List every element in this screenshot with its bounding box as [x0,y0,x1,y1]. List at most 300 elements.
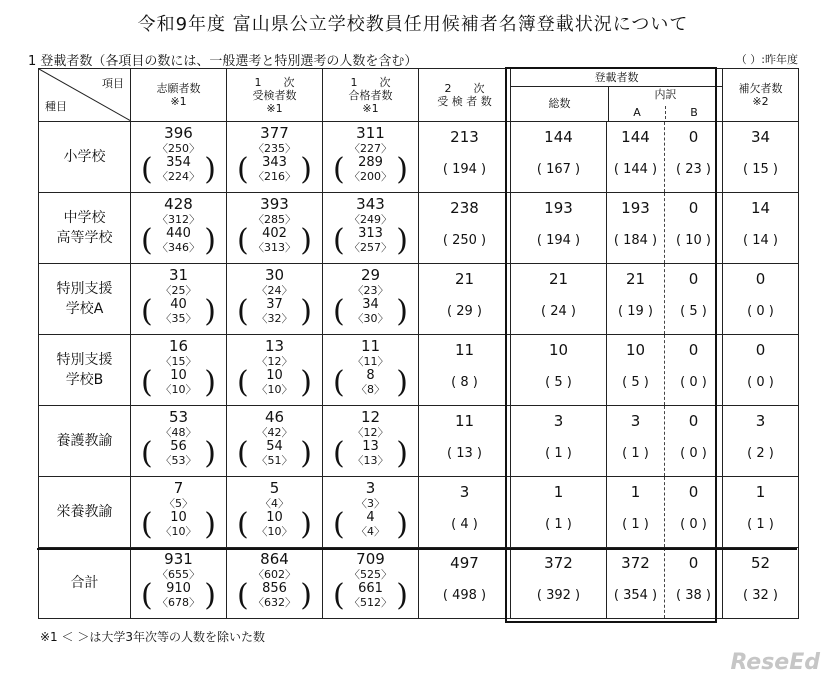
prev-year-value: 10 [266,510,283,525]
prev-year-value: ( 4 ) [451,517,478,532]
excluded-value: 〈12〉 [352,426,389,439]
cell-second-exam [419,548,511,619]
excluded-value: 〈12〉 [256,355,293,368]
paren-left: ( [237,294,249,329]
header-item: 項目 [102,77,124,90]
cell-first-exam [227,335,323,406]
value-pair [419,264,510,334]
registration-table [38,68,799,619]
paren-left: ( [333,507,345,542]
prev-year-excluded: 〈346〉 [157,241,200,254]
paren-left: ( [237,365,249,400]
paren-right: ) [300,223,312,258]
prev-year-value: ( 0 ) [680,517,707,532]
prev-year-excluded: 〈632〉 [253,596,296,609]
prev-year-excluded: 〈30〉 [352,312,389,325]
cell-applicants [131,548,227,619]
row-category-line: 栄養教諭 [56,504,113,520]
table-row [39,335,799,406]
paren-right: ) [204,365,216,400]
value-pair [607,548,664,618]
stacked-values [131,264,226,334]
prev-year-value: ( 250 ) [442,233,487,248]
value: 396 [164,124,193,142]
prev-year-value: 13 [362,439,379,454]
value-pair [665,335,722,405]
value: 3 [553,412,564,430]
stacked-values [227,122,322,192]
header-total: 総数 [511,87,609,121]
value: 0 [688,199,699,217]
prev-year-excluded: 〈8〉 [356,383,385,396]
cell-applicants [131,193,227,264]
table-row [39,264,799,335]
header-first-pass [323,69,419,122]
prev-year-value: 10 [170,510,187,525]
paren-left: ( [333,436,345,471]
prev-year-excluded: 〈512〉 [349,596,392,609]
cell-first-exam [227,264,323,335]
value: 864 [260,550,289,568]
prev-year-value: ( 354 ) [613,588,658,603]
stacked-values [227,264,322,334]
stacked-values [323,406,418,476]
cell-b [665,548,723,619]
value-pair [723,193,798,263]
prev-year-value: ( 194 ) [442,162,487,177]
paren-right: ) [300,578,312,613]
value: 1 [630,483,641,501]
table-row [39,122,799,193]
stacked-values [131,122,226,192]
value-pair [511,193,606,263]
header-first-exam [227,69,323,122]
row-category [39,406,131,477]
header-first-exam-l3: ※1 [266,101,283,115]
paren-left: ( [141,365,153,400]
paren-right: ) [204,223,216,258]
header-supplement-l2: ※2 [752,95,769,108]
prev-year-value: ( 144 ) [613,162,658,177]
cell-first-exam [227,406,323,477]
paren-right: ) [396,152,408,187]
value-pair [723,264,798,334]
value-pair [607,264,664,334]
excluded-value: 〈4〉 [260,497,289,510]
brand-logo: ReseEd [730,650,820,675]
prev-year-value: ( 1 ) [622,446,649,461]
cell-supplement [723,335,799,406]
cell-supplement [723,548,799,619]
prev-year-value: ( 14 ) [743,233,778,248]
cell-b [665,406,723,477]
cell-supplement [723,477,799,548]
prev-year-value: ( 2 ) [747,446,774,461]
cell-first-pass [323,122,419,193]
cell-first-pass [323,477,419,548]
value: 0 [688,341,699,359]
row-category [39,477,131,548]
stacked-values [131,193,226,263]
prev-year-value: 10 [170,368,187,383]
stacked-values [227,193,322,263]
prev-year-excluded: 〈10〉 [160,383,197,396]
value: 14 [750,199,771,217]
cell-a [607,548,665,619]
prev-year-value: ( 0 ) [747,375,774,390]
paren-right: ) [300,152,312,187]
paren-left: ( [237,152,249,187]
paren-left: ( [333,152,345,187]
stacked-values [131,548,226,618]
cell-supplement [723,406,799,477]
header-corner [39,69,131,122]
prev-year-value: 856 [262,581,287,596]
cell-first-pass [323,193,419,264]
prev-year-excluded: 〈257〉 [349,241,392,254]
value-pair [419,406,510,476]
value-pair [607,406,664,476]
value-pair [723,122,798,192]
value: 3 [459,483,470,501]
prev-year-excluded: 〈35〉 [160,312,197,325]
value: 5 [269,479,280,497]
excluded-value: 〈525〉 [349,568,392,581]
table-row [39,193,799,264]
prev-year-value: ( 1 ) [545,517,572,532]
prev-year-value: ( 1 ) [545,446,572,461]
value: 193 [544,199,573,217]
cell-total [511,193,607,264]
excluded-value: 〈3〉 [356,497,385,510]
value: 53 [168,408,189,426]
prev-year-value: ( 38 ) [676,588,711,603]
excluded-value: 〈24〉 [256,284,293,297]
row-category-line: 特別支援 [56,352,113,368]
prev-year-excluded: 〈216〉 [253,170,296,183]
excluded-value: 〈312〉 [157,213,200,226]
prev-year-excluded: 〈13〉 [352,454,389,467]
cell-total [511,122,607,193]
row-category [39,193,131,264]
paren-left: ( [141,223,153,258]
section-heading-text: 1 登載者数（各項目の数には、一般選考と特別選考の人数を含む） [28,54,418,69]
header-second-exam-l1: 2 次 [444,82,485,95]
prev-year-value: 402 [262,226,287,241]
header-first-pass-l2: 合格者数 [348,88,393,102]
paren-right: ) [396,507,408,542]
value: 213 [450,128,479,146]
value: 12 [360,408,381,426]
value: 709 [356,550,385,568]
value: 1 [755,483,766,501]
header-second-exam-l2: 受 検 者 数 [437,95,492,108]
paren-left: ( [141,578,153,613]
value: 16 [168,337,189,355]
value-pair [665,193,722,263]
prev-year-excluded: 〈51〉 [256,454,293,467]
cell-b [665,264,723,335]
excluded-value: 〈48〉 [160,426,197,439]
header-applicants [131,69,227,122]
cell-second-exam [419,122,511,193]
prev-year-value: ( 5 ) [622,375,649,390]
value: 393 [260,195,289,213]
prev-year-value: 313 [358,226,383,241]
prev-year-excluded: 〈313〉 [253,241,296,254]
value: 0 [688,483,699,501]
prev-year-value: ( 1 ) [747,517,774,532]
page-title: 令和9年度 富山県公立学校教員任用候補者名簿登載状況について [137,14,689,35]
value: 10 [625,341,646,359]
row-category-line: 小学校 [63,149,106,165]
prev-year-excluded: 〈10〉 [256,383,293,396]
value: 343 [356,195,385,213]
cell-first-exam [227,122,323,193]
value: 11 [360,337,381,355]
cell-total [511,264,607,335]
prev-year-excluded: 〈678〉 [157,596,200,609]
value: 21 [548,270,569,288]
value: 46 [264,408,285,426]
header-breakdown: 内訳 [654,88,677,101]
value-pair [665,548,722,618]
value: 238 [450,199,479,217]
cell-total [511,477,607,548]
prev-year-value: ( 29 ) [447,304,482,319]
value-pair [511,264,606,334]
stacked-values [323,335,418,405]
paren-right: ) [204,152,216,187]
prev-year-value: ( 10 ) [676,233,711,248]
value: 193 [621,199,650,217]
cell-a [607,335,665,406]
table-row [39,406,799,477]
prev-year-value: 37 [266,297,283,312]
value: 10 [548,341,569,359]
cell-first-pass [323,264,419,335]
cell-second-exam [419,406,511,477]
table-row [39,548,799,619]
prev-year-value: ( 23 ) [676,162,711,177]
excluded-value: 〈42〉 [256,426,293,439]
cell-first-exam [227,548,323,619]
excluded-value: 〈15〉 [160,355,197,368]
value: 11 [454,341,475,359]
cell-total [511,335,607,406]
value: 0 [755,341,766,359]
row-category-line: 高等学校 [56,230,113,246]
value: 7 [173,479,184,497]
excluded-value: 〈23〉 [352,284,389,297]
stacked-values [131,335,226,405]
value: 311 [356,124,385,142]
stacked-values [323,264,418,334]
value-pair [419,193,510,263]
cell-total [511,548,607,619]
prev-year-value: ( 32 ) [743,588,778,603]
excluded-value: 〈655〉 [157,568,200,581]
stacked-values [227,406,322,476]
paren-right: ) [300,294,312,329]
excluded-value: 〈227〉 [349,142,392,155]
prev-year-value: ( 8 ) [451,375,478,390]
value-pair [607,335,664,405]
paren-left: ( [333,578,345,613]
prev-year-excluded: 〈200〉 [349,170,392,183]
value-pair [607,122,664,192]
value: 1 [553,483,564,501]
prev-year-value: ( 194 ) [536,233,581,248]
row-category [39,264,131,335]
header-applicants-l1: 志願者数 [156,82,201,95]
paren-left: ( [237,578,249,613]
paren-right: ) [300,507,312,542]
excluded-value: 〈249〉 [349,213,392,226]
prev-year-value: 4 [366,510,375,525]
value: 0 [755,270,766,288]
prev-year-excluded: 〈4〉 [356,525,385,538]
value: 0 [688,128,699,146]
prev-year-excluded: 〈10〉 [256,525,293,538]
value-pair [665,477,722,547]
stacked-values [227,548,322,618]
cell-second-exam [419,264,511,335]
header-b: B [690,106,698,119]
header-applicants-l2: ※1 [170,95,187,108]
header-registered [511,69,723,122]
cell-b [665,335,723,406]
value: 377 [260,124,289,142]
cell-a [607,122,665,193]
value-pair [419,548,510,618]
value-pair [419,335,510,405]
table-row [39,477,799,548]
prev-year-excluded: 〈224〉 [157,170,200,183]
value-pair [665,406,722,476]
row-category-line: 中学校 [63,210,106,226]
row-category-line: 特別支援 [56,281,113,297]
value: 372 [544,554,573,572]
row-category-line: 養護教諭 [56,433,113,449]
value: 428 [164,195,193,213]
prev-year-value: ( 0 ) [747,304,774,319]
cell-a [607,193,665,264]
prev-year-excluded: 〈53〉 [160,454,197,467]
value-pair [723,335,798,405]
value-pair [511,122,606,192]
prev-year-value: ( 498 ) [442,588,487,603]
value-pair [607,477,664,547]
paren-right: ) [396,365,408,400]
cell-applicants [131,335,227,406]
stacked-values [323,548,418,618]
header-first-exam-l1: 1 次 [254,75,295,89]
excluded-value: 〈235〉 [253,142,296,155]
cell-first-exam [227,477,323,548]
value-pair [723,406,798,476]
prev-year-value: ( 5 ) [680,304,707,319]
prev-year-excluded: 〈10〉 [160,525,197,538]
value: 3 [365,479,376,497]
row-category [39,548,131,619]
section-heading [28,50,798,69]
prev-year-value: 8 [366,368,375,383]
paren-left: ( [237,507,249,542]
prev-year-value: 440 [166,226,191,241]
value-pair [665,264,722,334]
paren-right: ) [204,436,216,471]
header-registered-title: 登載者数 [511,69,722,87]
cell-a [607,477,665,548]
prev-year-value: ( 19 ) [618,304,653,319]
paren-left: ( [237,223,249,258]
header-supplement [723,69,799,122]
prev-year-excluded: 〈32〉 [256,312,293,325]
cell-b [665,477,723,548]
paren-right: ) [204,578,216,613]
cell-first-pass [323,406,419,477]
prev-year-value: ( 24 ) [541,304,576,319]
value-pair [511,406,606,476]
cell-a [607,264,665,335]
prev-year-value: ( 184 ) [613,233,658,248]
row-category-line: 合計 [70,575,99,591]
row-category-line: 学校A [65,301,104,317]
stacked-values [131,477,226,547]
prev-year-value: ( 15 ) [743,162,778,177]
value-pair [665,122,722,192]
prev-year-value: 910 [166,581,191,596]
prev-year-value: 354 [166,155,191,170]
header-type: 種目 [45,100,67,113]
prev-year-value: 661 [358,581,383,596]
cell-first-pass [323,335,419,406]
value: 144 [621,128,650,146]
cell-supplement [723,264,799,335]
value: 3 [755,412,766,430]
header-a: A [609,106,666,119]
cell-a [607,406,665,477]
prev-year-value: 34 [362,297,379,312]
excluded-value: 〈25〉 [160,284,197,297]
value-pair [607,193,664,263]
stacked-values [323,193,418,263]
cell-applicants [131,122,227,193]
excluded-value: 〈5〉 [164,497,193,510]
cell-supplement [723,122,799,193]
value: 21 [454,270,475,288]
cell-applicants [131,477,227,548]
prev-year-value: 40 [170,297,187,312]
value: 30 [264,266,285,284]
stacked-values [323,122,418,192]
paren-left: ( [141,152,153,187]
paren-right: ) [204,294,216,329]
prev-year-value: ( 167 ) [536,162,581,177]
stacked-values [323,477,418,547]
header-supplement-l1: 補欠者数 [738,82,783,95]
value: 13 [264,337,285,355]
paren-left: ( [333,294,345,329]
value: 29 [360,266,381,284]
value: 34 [750,128,771,146]
cell-applicants [131,406,227,477]
value: 11 [454,412,475,430]
cell-second-exam [419,477,511,548]
stacked-values [227,477,322,547]
paren-right: ) [396,223,408,258]
